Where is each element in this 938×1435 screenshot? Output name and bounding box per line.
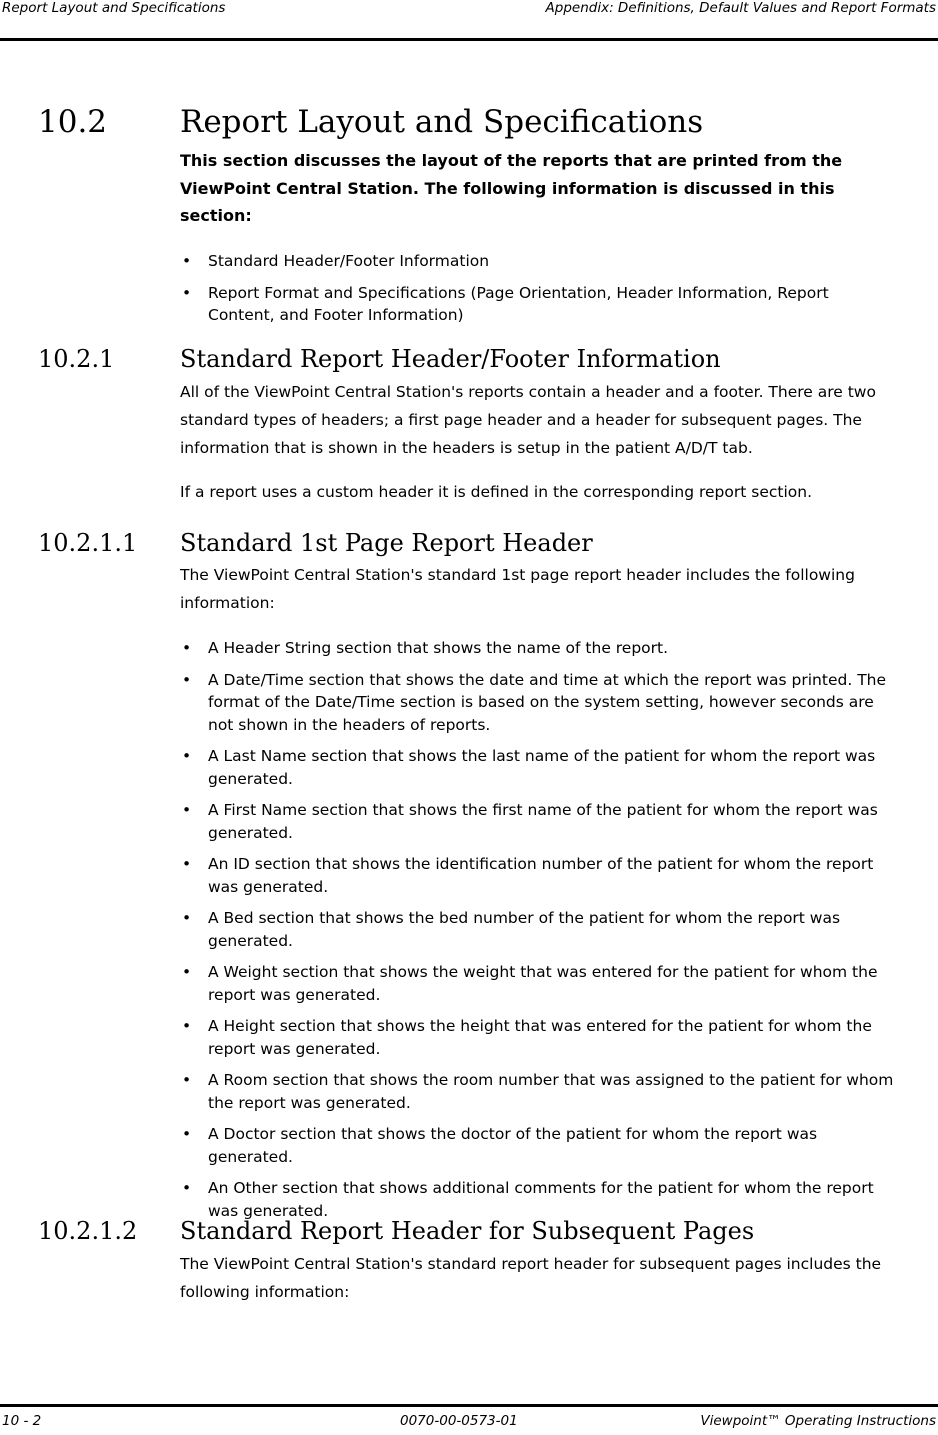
bullet-icon: • (182, 801, 192, 819)
list-item-text: A Bed section that shows the bed number of the patient for whom the report was generated. (208, 909, 841, 950)
section-10-2-bullet-list (180, 250, 898, 336)
running-header-left: Report Layout and Specifications (2, 0, 226, 16)
list-item (180, 745, 898, 790)
section-10-2-1-2-paragraph: The ViewPoint Central Station's standard report header for subsequent pages includes the following information: (180, 1255, 882, 1301)
bullet-icon: • (182, 855, 192, 873)
page-number: 10 - 2 (2, 1413, 42, 1429)
bullet-icon: • (182, 747, 192, 765)
list-item-text: An Other section that shows additional comments for the patient for whom the report was generated. (208, 1179, 874, 1220)
list-item-text: A Header String section that shows the name of the report. (208, 639, 669, 657)
bullet-icon: • (182, 252, 192, 270)
list-item-text: Report Format and Specifications (Page Orientation, Header Information, Report Content, and Footer Information) (208, 283, 829, 324)
section-10-2-title: Report Layout and Specifications (180, 104, 704, 140)
list-item-text: A Weight section that shows the weight that was entered for the patient for whom the report was generated. (208, 963, 878, 1004)
running-footer (0, 1413, 938, 1433)
section-10-2-1-2-title: Standard Report Header for Subsequent Pages (180, 1217, 755, 1245)
bullet-icon: • (182, 670, 192, 689)
list-item-text: A Last Name section that shows the last name of the patient for whom the report was generated. (208, 747, 876, 788)
list-item (180, 1177, 898, 1222)
section-10-2-number: 10.2 (38, 104, 108, 140)
bullet-icon: • (182, 283, 192, 302)
header-rule (0, 38, 938, 41)
section-10-2-1-1-bullet-list (180, 637, 898, 1231)
list-item (180, 799, 898, 844)
bullet-icon: • (182, 639, 192, 657)
list-item (180, 961, 898, 1006)
running-header-right: Appendix: Definitions, Default Values and Report Formats (545, 0, 936, 16)
section-10-2-1-2-number: 10.2.1.2 (38, 1217, 138, 1245)
bullet-icon: • (182, 1071, 192, 1089)
list-item-text: Standard Header/Footer Information (208, 252, 490, 270)
list-item (180, 853, 898, 898)
section-10-2-intro: This section discusses the layout of the reports that are printed from the ViewPoint Central Station. The following information is discussed in this section: (180, 151, 843, 225)
list-item-text: A Doctor section that shows the doctor of the patient for whom the report was generated. (208, 1125, 818, 1166)
list-item (180, 907, 898, 952)
list-item (180, 669, 898, 737)
list-item (180, 1015, 898, 1060)
list-item (180, 282, 898, 327)
bullet-icon: • (182, 963, 192, 981)
section-10-2-1-1-paragraph: The ViewPoint Central Station's standard 1st page report header includes the following information: (180, 566, 855, 612)
section-10-2-1-paragraph-1: All of the ViewPoint Central Station's reports contain a header and a footer. There are two standard types of headers; a first page header and a header for subsequent pages. The information that is shown in the headers is setup in the patient A/D/T tab. (180, 383, 876, 457)
document-title: Viewpoint™ Operating Instructions (700, 1413, 936, 1429)
document-number: 0070-00-0573-01 (400, 1413, 518, 1429)
list-item-text: A First Name section that shows the first name of the patient for whom the report was generated. (208, 801, 878, 842)
section-10-2-1-1-number: 10.2.1.1 (38, 529, 138, 557)
bullet-icon: • (182, 909, 192, 927)
list-item (180, 250, 898, 273)
list-item-text: A Date/Time section that shows the date and time at which the report was printed. The format of the Date/Time section is based on the system setting, however seconds are not shown in the headers of reports. (208, 670, 887, 734)
list-item (180, 637, 898, 660)
list-item-text: A Room section that shows the room number that was assigned to the patient for whom the report was generated. (208, 1071, 894, 1112)
list-item-text: An ID section that shows the identification number of the patient for whom the report was generated. (208, 855, 874, 896)
list-item (180, 1069, 898, 1114)
section-10-2-1-title: Standard Report Header/Footer Information (180, 345, 721, 373)
bullet-icon: • (182, 1179, 192, 1197)
section-10-2-1-1-title: Standard 1st Page Report Header (180, 529, 593, 557)
list-item (180, 1123, 898, 1168)
footer-rule (0, 1404, 938, 1407)
bullet-icon: • (182, 1125, 192, 1143)
section-10-2-1-number: 10.2.1 (38, 345, 115, 373)
running-header (0, 0, 938, 20)
bullet-icon: • (182, 1017, 192, 1035)
section-10-2-1-paragraph-2: If a report uses a custom header it is defined in the corresponding report section. (180, 483, 813, 501)
list-item-text: A Height section that shows the height that was entered for the patient for whom the report was generated. (208, 1017, 872, 1058)
